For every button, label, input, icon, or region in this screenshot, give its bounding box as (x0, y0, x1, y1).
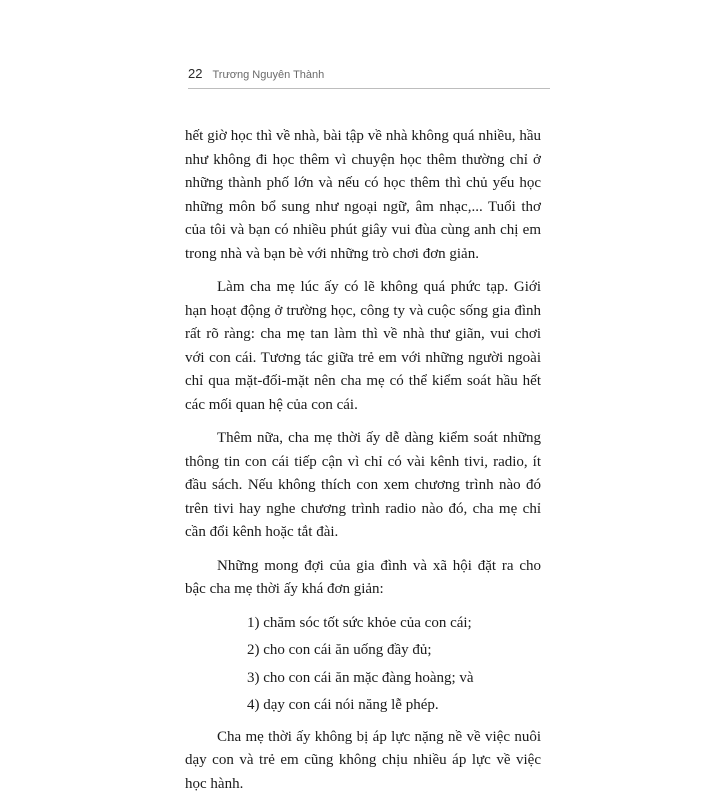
list-item: 2) cho con cái ăn uống đầy đủ; (247, 642, 432, 658)
paragraph-continued: hết giờ học thì về nhà, bài tập về nhà không quá nhiều, hầu như không đi học thêm vì chuyện học thêm thường chỉ ở những thành phố lớn và nếu có học thêm thì chủ yếu học những môn bổ sung như ngoại ngữ, âm nhạc,... Tuổi thơ của tôi và bạn có nhiều phút giây vui đùa cùng anh chị em trong nhà và bạn bè với những trò chơi đơn giản. (185, 128, 541, 262)
expectations-list (185, 612, 541, 718)
paragraph: Cha mẹ thời ấy không bị áp lực nặng nề về việc nuôi dạy con và trẻ em cũng không chịu nhiều áp lực về việc học hành. (185, 728, 541, 792)
paragraph: Làm cha mẹ lúc ấy có lẽ không quá phức tạp. Giới hạn hoạt động ở trường học, công ty và cuộc sống gia đình rất rõ ràng: cha mẹ tan làm thì về nhà thư giãn, vui chơi với con cái. Tương tác giữa trẻ em với những người ngoài chỉ qua mặt-đối-mặt nên cha mẹ có thể kiểm soát hầu hết các mối quan hệ của con cái. (185, 279, 541, 413)
list-item: 4) dạy con cái nói năng lễ phép. (247, 697, 439, 713)
page-number: 22 (188, 66, 203, 81)
list-item: 1) chăm sóc tốt sức khỏe của con cái; (247, 614, 472, 631)
page-body (185, 125, 541, 806)
running-header (188, 66, 550, 89)
paragraph: Những mong đợi của gia đình và xã hội đặt ra cho bậc cha mẹ thời ấy khá đơn giản: (185, 557, 541, 597)
author-name: Trương Nguyên Thành (212, 69, 325, 81)
list-item: 3) cho con cái ăn mặc đàng hoàng; và (247, 669, 474, 686)
paragraph: Thêm nữa, cha mẹ thời ấy dễ dàng kiểm soát những thông tin con cái tiếp cận vì chỉ có vài kênh tivi, radio, ít đầu sách. Nếu không thích con xem chương trình nào đó trên tivi hay nghe chương trình radio nào đó, cha mẹ chỉ cần đổi kênh hoặc tắt đài. (185, 430, 541, 540)
